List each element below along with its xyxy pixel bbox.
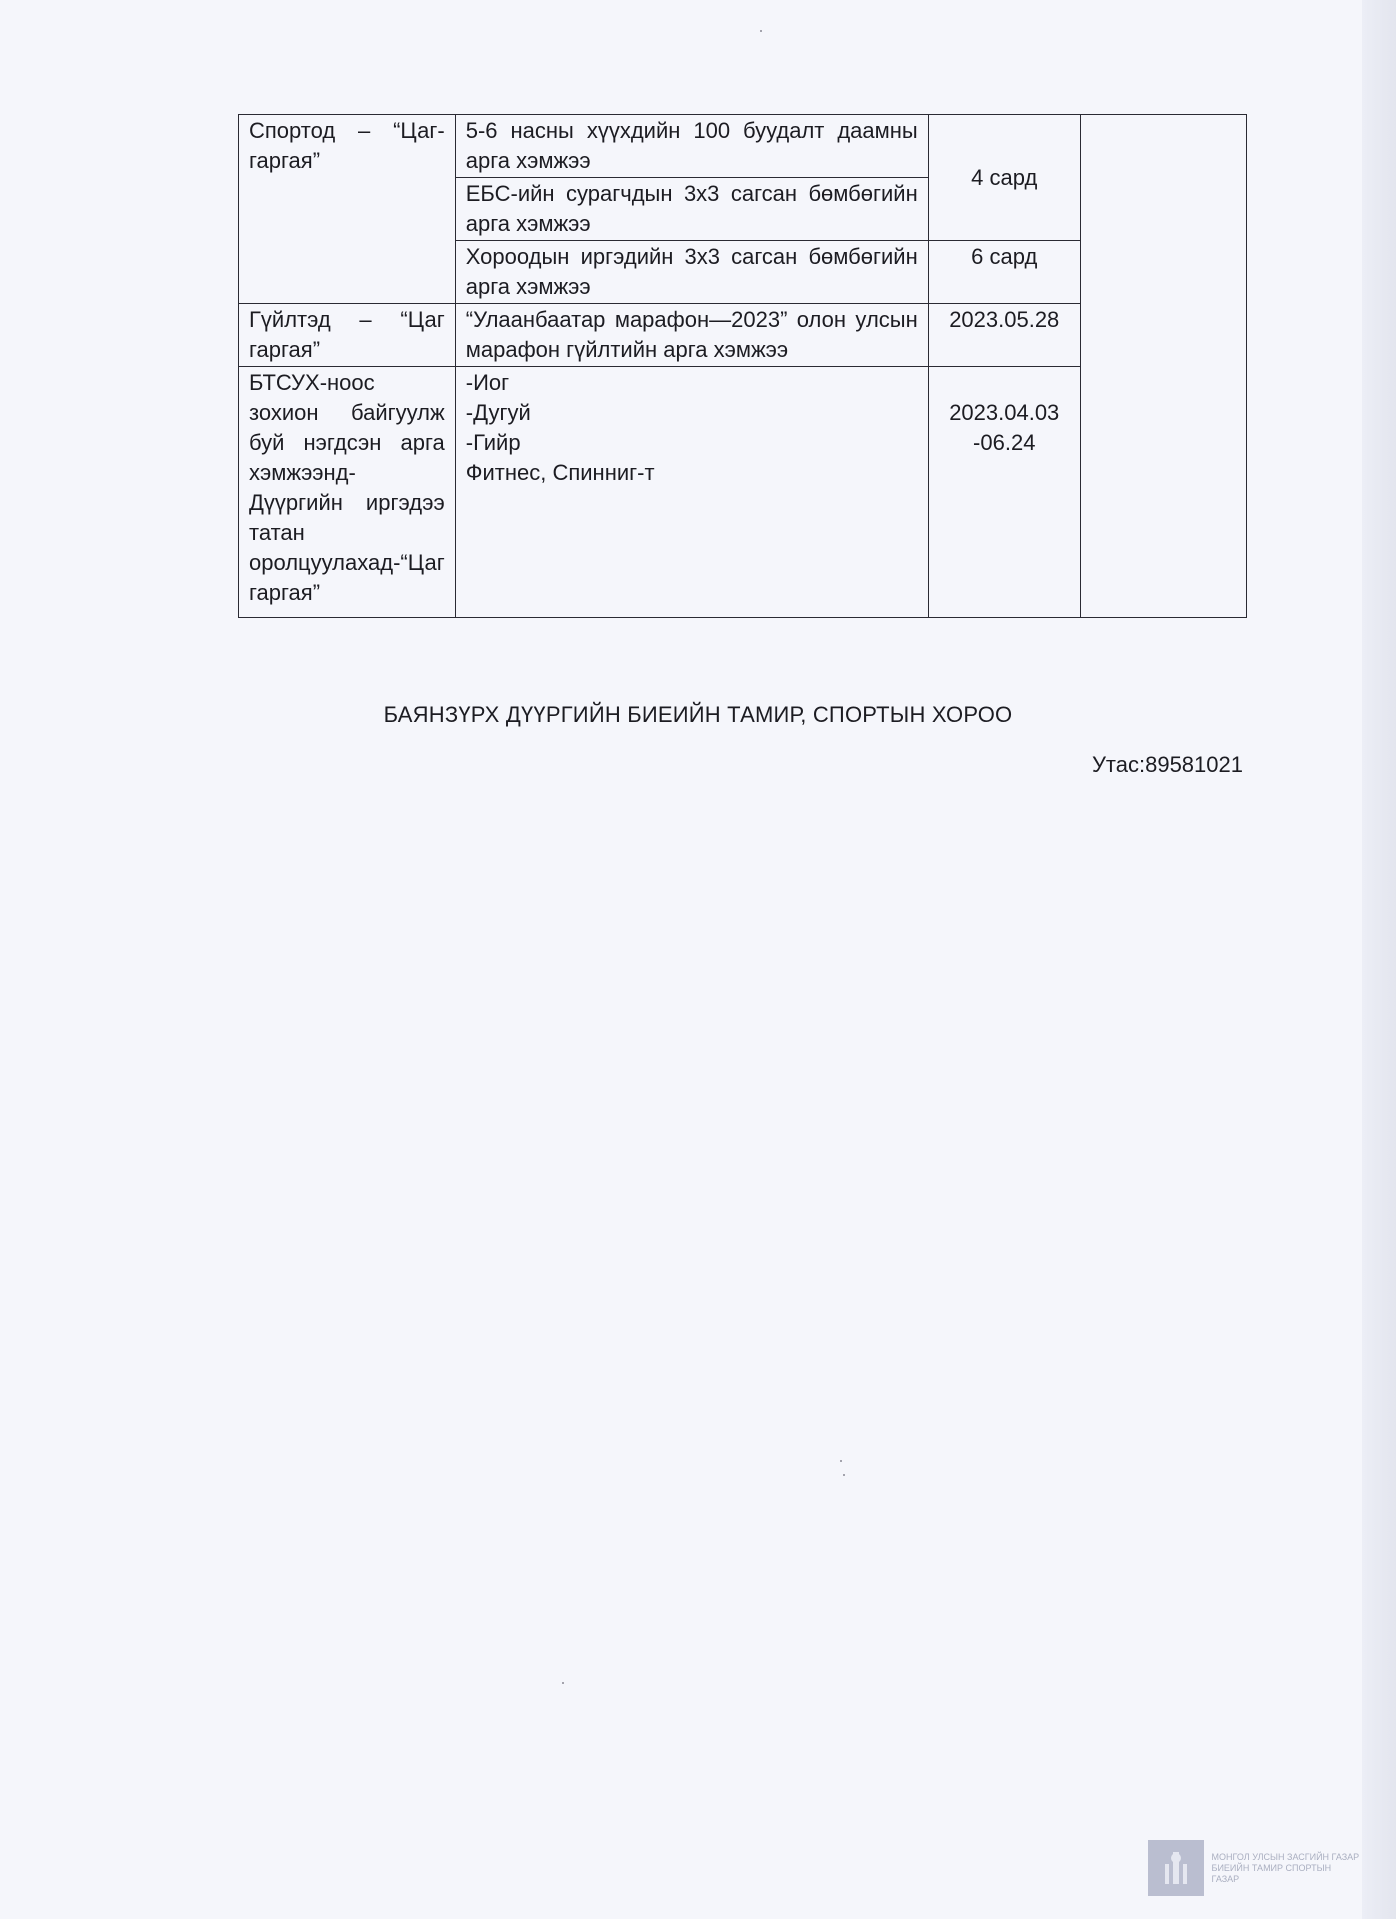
scan-speck (840, 1460, 842, 1462)
activity-line: -Дугуй (465, 400, 531, 425)
activity-table (238, 114, 1247, 618)
date-cell (928, 367, 1080, 618)
activity-cell: Хороодын иргэдийн 3х3 сагсан бөмбөгийн арга хэмжээ (455, 241, 928, 304)
activity-cell: “Улаанбаатар марафон—2023” олон улсын марафон гүйлтийн арга хэмжээ (455, 304, 928, 367)
date-line: -06.24 (973, 430, 1036, 455)
category-cell: Гүйлтэд – “Цаг гаргая” (239, 304, 456, 367)
activity-line: -Иог (465, 370, 510, 395)
activity-line: Фитнес, Спинниг-т (465, 460, 655, 485)
notes-cell (1080, 115, 1246, 618)
table-row (239, 115, 1247, 178)
scan-speck (843, 1474, 845, 1476)
phone-number: Утас:89581021 (1091, 752, 1243, 777)
category-cell: Спортод – “Цаг-гаргая” (239, 115, 456, 304)
activity-line: -Гийр (465, 430, 521, 455)
date-cell: 2023.05.28 (928, 304, 1080, 367)
scan-speck (562, 1682, 564, 1684)
date-cell: 4 сард (928, 115, 1080, 241)
activity-cell: 5-6 насны хүүхдийн 100 буудалт даамны арга хэмжээ (455, 115, 928, 178)
emblem-icon (1148, 1840, 1204, 1896)
ministry-stamp (1148, 1838, 1360, 1898)
organization-name: БАЯНЗҮРХ ДҮҮРГИЙН БИЕИЙН ТАМИР, СПОРТЫН ХОРОО (383, 702, 1013, 727)
page-edge (1362, 0, 1396, 1919)
category-cell: БТСУХ-ноос зохион байгуулж буй нэгдсэн арга хэмжээнд-Дүүргийн иргэдээ татан оролцуулахад-“Цаг гаргая” (239, 367, 456, 618)
stamp-caption: МОНГОЛ УЛСЫН ЗАСГИЙН ГАЗАР (1211, 1851, 1360, 1862)
date-cell: 6 сард (928, 241, 1080, 304)
stamp-text: БИЕИЙН ТАМИР СПОРТЫН ГАЗАР (1211, 1862, 1332, 1884)
activity-cell: ЕБС-ийн сурагчдын 3х3 сагсан бөмбөгийн арга хэмжээ (455, 178, 928, 241)
scan-speck (760, 30, 762, 32)
activity-cell (455, 367, 928, 618)
date-line: 2023.04.03 (949, 400, 1060, 425)
